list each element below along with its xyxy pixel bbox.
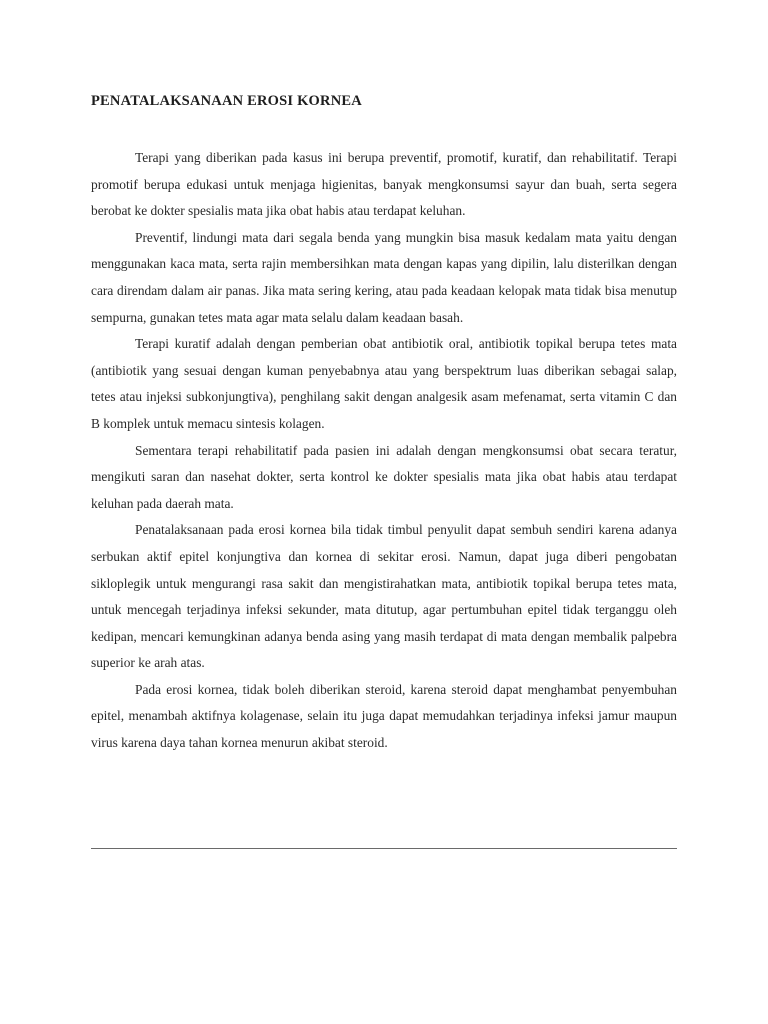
paragraph-management: Penatalaksanaan pada erosi kornea bila tidak timbul penyulit dapat sembuh sendiri karena adanya serbukan aktif epitel konjungtiva dan kornea di sekitar erosi. Namun, dapat juga diberi pengobatan sikloplegik untuk mengurangi rasa sakit dan mengistirahatkan mata, antibiotik topikal berupa tetes mata, untuk mencegah terjadinya infeksi sekunder, mata ditutup, agar pertumbuhan epitel tidak terganggu oleh kedipan, mencari kemungkinan adanya benda asing yang masih terdapat di mata dengan membalik palpebra superior ke arah atas. [91,522,677,671]
footnote-divider [91,848,677,849]
document-body [91,145,677,757]
document-title: PENATALAKSANAAN EROSI KORNEA [91,93,362,109]
paragraph-steroid-warning: Pada erosi kornea, tidak boleh diberikan steroid, karena steroid dapat menghambat penyembuhan epitel, menambah aktifnya kolagenase, selain itu juga dapat memudahkan terjadinya infeksi jamur maupun virus karena daya tahan kornea menurun akibat steroid. [91,681,677,751]
paragraph-curative: Terapi kuratif adalah dengan pemberian obat antibiotik oral, antibiotik topikal berupa tetes mata (antibiotik yang sesuai dengan kuman penyebabnya atau yang berspektrum luas diberikan sebagai salap, tetes atau injeksi subkonjungtiva), penghilang sakit dengan analgesik asam mefenamat, serta vitamin C dan B komplek untuk memacu sintesis kolagen. [91,336,677,431]
paragraph-rehabilitative: Sementara terapi rehabilitatif pada pasien ini adalah dengan mengkonsumsi obat secara teratur, mengikuti saran dan nasehat dokter, serta kontrol ke dokter spesialis mata jika obat habis atau terdapat keluhan pada daerah mata. [91,442,677,511]
paragraph-therapy-overview: Terapi yang diberikan pada kasus ini berupa preventif, promotif, kuratif, dan rehabilitatif. Terapi promotif berupa edukasi untuk menjaga higienitas, banyak mengkonsumsi sayur dan buah, serta segera berobat ke dokter spesialis mata jika obat habis atau terdapat keluhan. [91,150,677,219]
paragraph-preventive: Preventif, lindungi mata dari segala benda yang mungkin bisa masuk kedalam mata yaitu dengan menggunakan kaca mata, serta rajin membersihkan mata dengan kapas yang dipilin, lalu disterilkan dengan cara direndam dalam air panas. Jika mata sering kering, atau pada keadaan kelopak mata tidak bisa menutup sempurna, gunakan tetes mata agar mata selalu dalam keadaan basah. [91,229,677,325]
